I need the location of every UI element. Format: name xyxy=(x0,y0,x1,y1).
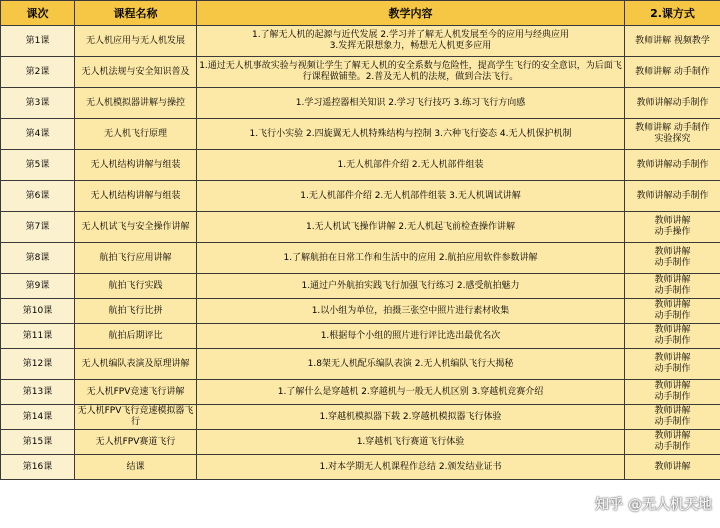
table-row xyxy=(1,57,720,88)
teaching-method-cell: 教师讲解 xyxy=(625,455,720,480)
table-row xyxy=(1,430,720,455)
teaching-content-cell: 1.根据每个小组的照片进行评比选出最优名次 xyxy=(197,324,625,349)
table-row xyxy=(1,88,720,119)
teaching-content-cell: 1.无人机试飞操作讲解 2.无人机起飞前检查操作讲解 xyxy=(197,212,625,243)
teaching-content-cell: 1.对本学期无人机课程作总结 2.颁发结业证书 xyxy=(197,455,625,480)
course-name-cell: 航拍飞行应用讲解 xyxy=(75,243,197,274)
table-row xyxy=(1,181,720,212)
lesson-cell: 第13课 xyxy=(1,380,75,405)
course-name-cell: 无人机结构讲解与组装 xyxy=(75,150,197,181)
teaching-content-cell: 1.了解航拍在日常工作和生活中的应用 2.航拍应用软件参数讲解 xyxy=(197,243,625,274)
teaching-method-cell: 教师讲解 动手制作 xyxy=(625,243,720,274)
table-row xyxy=(1,299,720,324)
teaching-content-cell: 1.了解无人机的起源与近代发展 2.学习并了解无人机发展至今的应用与经典应用 3.发挥无限想象力，畅想无人机更多应用 xyxy=(197,26,625,57)
table-row xyxy=(1,212,720,243)
lesson-cell: 第6课 xyxy=(1,181,75,212)
course-name-cell: 航拍飞行实践 xyxy=(75,274,197,299)
lesson-cell: 第8课 xyxy=(1,243,75,274)
course-name-cell: 航拍飞行比拼 xyxy=(75,299,197,324)
teaching-method-cell: 教师讲解动手制作 xyxy=(625,88,720,119)
teaching-content-cell: 1.学习遥控器相关知识 2.学习飞行技巧 3.练习飞行方向感 xyxy=(197,88,625,119)
teaching-content-cell: 1.无人机部件介绍 2.无人机部件组装 3.无人机调试讲解 xyxy=(197,181,625,212)
course-name-cell: 无人机试飞与安全操作讲解 xyxy=(75,212,197,243)
teaching-method-cell: 教师讲解 动手制作 xyxy=(625,405,720,430)
teaching-content-cell: 1.以小组为单位，拍摄三张空中照片进行素材收集 xyxy=(197,299,625,324)
table-row xyxy=(1,380,720,405)
course-name-cell: 航拍后期评比 xyxy=(75,324,197,349)
course-name-cell: 无人机FPV赛道飞行 xyxy=(75,430,197,455)
teaching-method-cell: 教师讲解 动手制作 xyxy=(625,299,720,324)
header-course-name: 课程名称 xyxy=(75,1,197,26)
watermark-text: 知乎 @无人机天地 xyxy=(595,497,712,513)
lesson-cell: 第10课 xyxy=(1,299,75,324)
lesson-cell: 第4课 xyxy=(1,119,75,150)
lesson-cell: 第11课 xyxy=(1,324,75,349)
teaching-content-cell: 1.穿越机飞行赛道飞行体验 xyxy=(197,430,625,455)
header-teaching-method: 2.课方式 xyxy=(625,1,720,26)
teaching-content-cell: 1.通过无人机事故实验与视频让学生了解无人机的安全系数与危险性，提高学生飞行的安全意识，为后面飞行课程做铺垫。2.普及无人机的法规，做到合法飞行。 xyxy=(197,57,625,88)
course-name-cell: 无人机结构讲解与组装 xyxy=(75,181,197,212)
course-name-cell: 无人机应用与无人机发展 xyxy=(75,26,197,57)
teaching-method-cell: 教师讲解 动手操作 xyxy=(625,212,720,243)
lesson-cell: 第9课 xyxy=(1,274,75,299)
teaching-content-cell: 1.了解什么是穿越机 2.穿越机与一般无人机区别 3.穿越机竞赛介绍 xyxy=(197,380,625,405)
table-row xyxy=(1,119,720,150)
teaching-content-cell: 1.8架无人机配乐编队表演 2.无人机编队飞行大揭秘 xyxy=(197,349,625,380)
lesson-cell: 第5课 xyxy=(1,150,75,181)
teaching-method-cell: 教师讲解 动手制作 xyxy=(625,380,720,405)
teaching-content-cell: 1.通过户外航拍实践飞行加强飞行练习 2.感受航拍魅力 xyxy=(197,274,625,299)
course-name-cell: 无人机模拟器讲解与操控 xyxy=(75,88,197,119)
lesson-cell: 第12课 xyxy=(1,349,75,380)
lesson-cell: 第3课 xyxy=(1,88,75,119)
course-name-cell: 无人机法规与安全知识普及 xyxy=(75,57,197,88)
table-row xyxy=(1,26,720,57)
table-row xyxy=(1,324,720,349)
teaching-method-cell: 教师讲解 动手制作 xyxy=(625,274,720,299)
teaching-method-cell: 教师讲解 动手制作 xyxy=(625,57,720,88)
table-row xyxy=(1,274,720,299)
teaching-method-cell: 教师讲解动手制作 xyxy=(625,150,720,181)
course-name-cell: 无人机编队表演及原理讲解 xyxy=(75,349,197,380)
teaching-content-cell: 1.无人机部件介绍 2.无人机部件组装 xyxy=(197,150,625,181)
teaching-method-cell: 教师讲解 动手制作 实验探究 xyxy=(625,119,720,150)
course-name-cell: 无人机FPV竞速飞行讲解 xyxy=(75,380,197,405)
lesson-cell: 第16课 xyxy=(1,455,75,480)
teaching-method-cell: 教师讲解 动手制作 xyxy=(625,349,720,380)
course-name-cell: 无人机飞行原理 xyxy=(75,119,197,150)
lesson-cell: 第14课 xyxy=(1,405,75,430)
zhihu-watermark xyxy=(595,494,712,514)
teaching-method-cell: 教师讲解 视频教学 xyxy=(625,26,720,57)
header-teaching-content: 教学内容 xyxy=(197,1,625,26)
table-row xyxy=(1,455,720,480)
teaching-method-cell: 教师讲解动手制作 xyxy=(625,181,720,212)
lesson-cell: 第2课 xyxy=(1,57,75,88)
table-row xyxy=(1,405,720,430)
teaching-content-cell: 1.穿越机模拟器下载 2.穿越机模拟器飞行体验 xyxy=(197,405,625,430)
teaching-method-cell: 教师讲解 动手制作 xyxy=(625,324,720,349)
header-row xyxy=(1,1,720,26)
teaching-method-cell: 教师讲解 动手制作 xyxy=(625,430,720,455)
teaching-content-cell: 1.飞行小实验 2.四旋翼无人机特殊结构与控制 3.六种飞行姿态 4.无人机保护机制 xyxy=(197,119,625,150)
lesson-cell: 第15课 xyxy=(1,430,75,455)
lesson-cell: 第7课 xyxy=(1,212,75,243)
lesson-cell: 第1课 xyxy=(1,26,75,57)
table-body xyxy=(1,26,720,480)
table-row xyxy=(1,349,720,380)
course-name-cell: 无人机FPV飞行竞速模拟器飞行 xyxy=(75,405,197,430)
course-name-cell: 结课 xyxy=(75,455,197,480)
table-row xyxy=(1,243,720,274)
header-lesson: 课次 xyxy=(1,1,75,26)
table-row xyxy=(1,150,720,181)
